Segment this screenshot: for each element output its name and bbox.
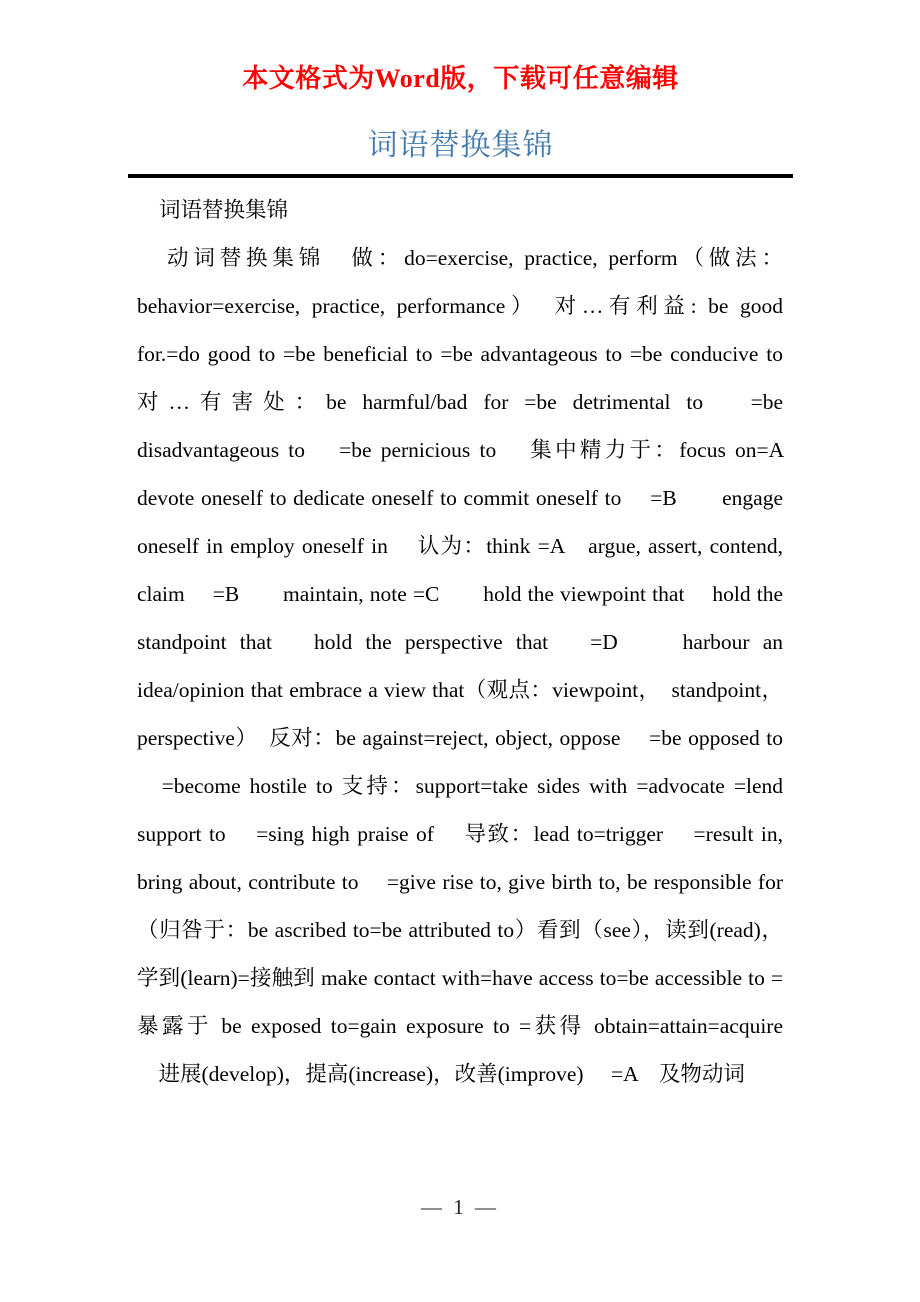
page-title: 词语替换集锦 — [367, 129, 554, 162]
body-content: 动词替换集锦 做：do=exercise, practice, perform（做法：behavior=exercise, practice, performance） 对…有利益: be good for.=do good to =be beneficial to =be advantageous to =be conducive to 对…有害处：be harmful/bad for =be detrimental to =be disadvantageous to =be pernicious to 集中精力于：focus on=A devote oneself to dedicate oneself to commit oneself to =B engage oneself in employ oneself in 认为：think =A argue, assert, contend, claim =B maintain, note =C hold the viewpoint that hold the standpoint that hold the perspective that =D harbour an idea/opinion that embrace a view that（观点：viewpoint， standpoint，perspective） 反对：be against=reject, object, oppose =be opposed to =become hostile to 支持：support=take sides with =advocate =lend support to =sing high praise of 导致：lead to=trigger =result in, bring about, contribute to =give rise to, give birth to, be responsible for（归咎于：be ascribed to=be attributed to）看到（see），读到(read)，学到(learn)=接触到 make contact with=have access to=be accessible to = 暴露于 be exposed to=gain exposure to =获得 obtain=attain=acquire 进展(develop)，提高(increase)，改善(improve) =A 及物动词 — [137, 246, 827, 1086]
title-divider — [128, 174, 793, 178]
body-heading-line: 词语替换集锦 — [159, 198, 289, 222]
document-body — [137, 186, 827, 1098]
word-format-notice: 本文格式为Word版，下载可任意编辑 — [242, 64, 679, 93]
page-number-footer: — 1 — — [421, 1195, 499, 1219]
